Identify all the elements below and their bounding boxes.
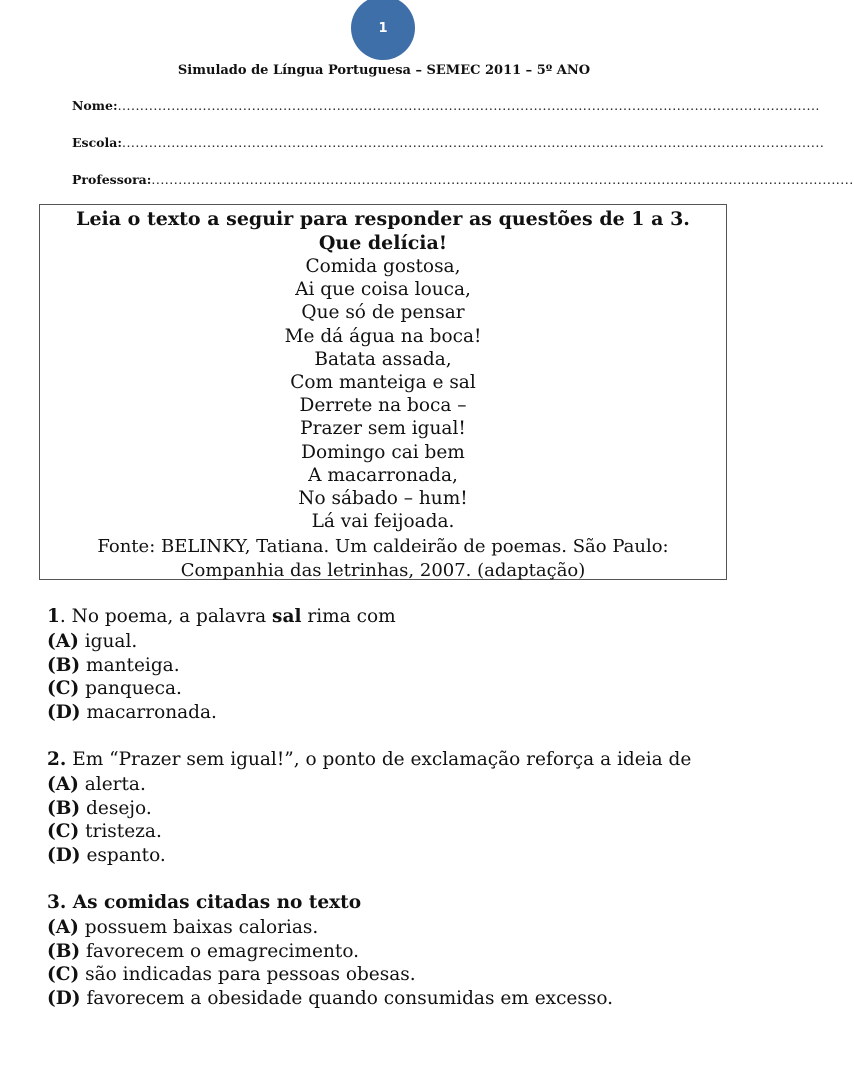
option-text: alerta. (78, 774, 146, 795)
question-1 (47, 604, 747, 724)
question-2-stem-text: Em “Prazer sem igual!”, o ponto de exclamação reforça a ideia de (66, 749, 692, 770)
option-d (47, 844, 747, 868)
escola-field (72, 135, 825, 150)
poem-verse: Derrete na boca – (299, 395, 467, 417)
option-text: tristeza. (79, 821, 162, 842)
question-3 (47, 890, 747, 1010)
poem-verse: Domingo cai bem (301, 441, 465, 463)
option-b (47, 654, 747, 678)
option-text: espanto. (80, 844, 166, 866)
poem-verse: No sábado – hum! (298, 488, 468, 510)
document-title: Simulado de Língua Portuguesa – SEMEC 2011 – 5º ANO (177, 63, 591, 78)
question-1-stem (47, 604, 747, 630)
poem-box (39, 204, 727, 580)
option-c (47, 677, 747, 701)
poem-title: Que delícia! (318, 232, 448, 254)
poem-source-line-2: Companhia das letrinhas, 2007. (adaptação) (180, 559, 586, 581)
option-letter: (B) (47, 940, 81, 962)
option-letter: (B) (47, 654, 81, 676)
option-b (47, 940, 747, 964)
escola-label: Escola: (72, 135, 122, 150)
question-1-stem-end: rima com (301, 606, 396, 627)
option-d (47, 987, 747, 1011)
option-letter: (C) (47, 964, 80, 985)
question-2-number: 2. (47, 749, 67, 770)
option-d (47, 701, 747, 725)
questions-section (47, 604, 747, 1033)
option-c (47, 963, 747, 987)
reading-instruction: Leia o texto a seguir para responder as questões de 1 a 3. (76, 208, 690, 230)
question-3-stem-text: As comidas citadas no texto (66, 892, 362, 913)
option-a (47, 630, 747, 654)
option-a (47, 916, 747, 940)
poem-verse: Ai que coisa louca, (295, 279, 471, 301)
option-letter: (C) (47, 678, 80, 699)
option-letter: (A) (47, 631, 79, 652)
question-3-number: 3. (47, 892, 67, 913)
option-text: panqueca. (79, 678, 182, 699)
option-letter: (D) (47, 987, 81, 1009)
poem-verse: Com manteiga e sal (290, 372, 476, 394)
page-number-badge: 1 (351, 0, 415, 60)
nome-dots: ............................................................................................................................................................. (117, 98, 820, 113)
question-1-keyword: sal (272, 606, 302, 627)
question-1-stem-text: . No poema, a palavra (59, 606, 273, 627)
option-a (47, 773, 747, 797)
question-2-stem (47, 747, 747, 773)
question-2 (47, 747, 747, 867)
question-1-number: 1 (47, 606, 60, 627)
question-3-stem (47, 890, 747, 916)
nome-field (72, 98, 820, 113)
option-text: desejo. (80, 797, 152, 819)
option-text: favorecem a obesidade quando consumidas em excesso. (80, 987, 614, 1009)
poem-verse: Batata assada, (314, 348, 452, 370)
option-text: possuem baixas calorias. (78, 917, 319, 938)
option-text: são indicadas para pessoas obesas. (79, 964, 416, 985)
option-letter: (C) (47, 821, 80, 842)
option-text: favorecem o emagrecimento. (80, 940, 360, 962)
option-letter: (A) (47, 774, 79, 795)
poem-verse: Comida gostosa, (305, 256, 461, 277)
escola-dots: ............................................................................................................................................................. (121, 135, 825, 150)
poem-verse: Que só de pensar (301, 302, 465, 324)
poem-verse: A macarronada, (308, 464, 458, 486)
option-b (47, 797, 747, 821)
poem-source-line-1: Fonte: BELINKY, Tatiana. Um caldeirão de poemas. São Paulo: (97, 536, 669, 558)
option-letter: (B) (47, 797, 81, 819)
page-badge-area (0, 0, 768, 66)
option-letter: (A) (47, 917, 79, 938)
option-c (47, 820, 747, 844)
poem-verse: Lá vai feijoada. (311, 511, 455, 533)
poem-verse: Prazer sem igual! (300, 418, 466, 440)
professora-field (72, 172, 854, 187)
option-letter: (D) (47, 844, 81, 866)
professora-label: Professora: (72, 172, 152, 187)
professora-dots: ............................................................................................................................................................. (151, 172, 854, 187)
option-letter: (D) (47, 701, 81, 723)
poem-verse: Me dá água na boca! (284, 325, 482, 347)
option-text: manteiga. (80, 654, 180, 676)
option-text: igual. (78, 631, 138, 652)
nome-label: Nome: (72, 98, 118, 113)
option-text: macarronada. (80, 701, 217, 723)
